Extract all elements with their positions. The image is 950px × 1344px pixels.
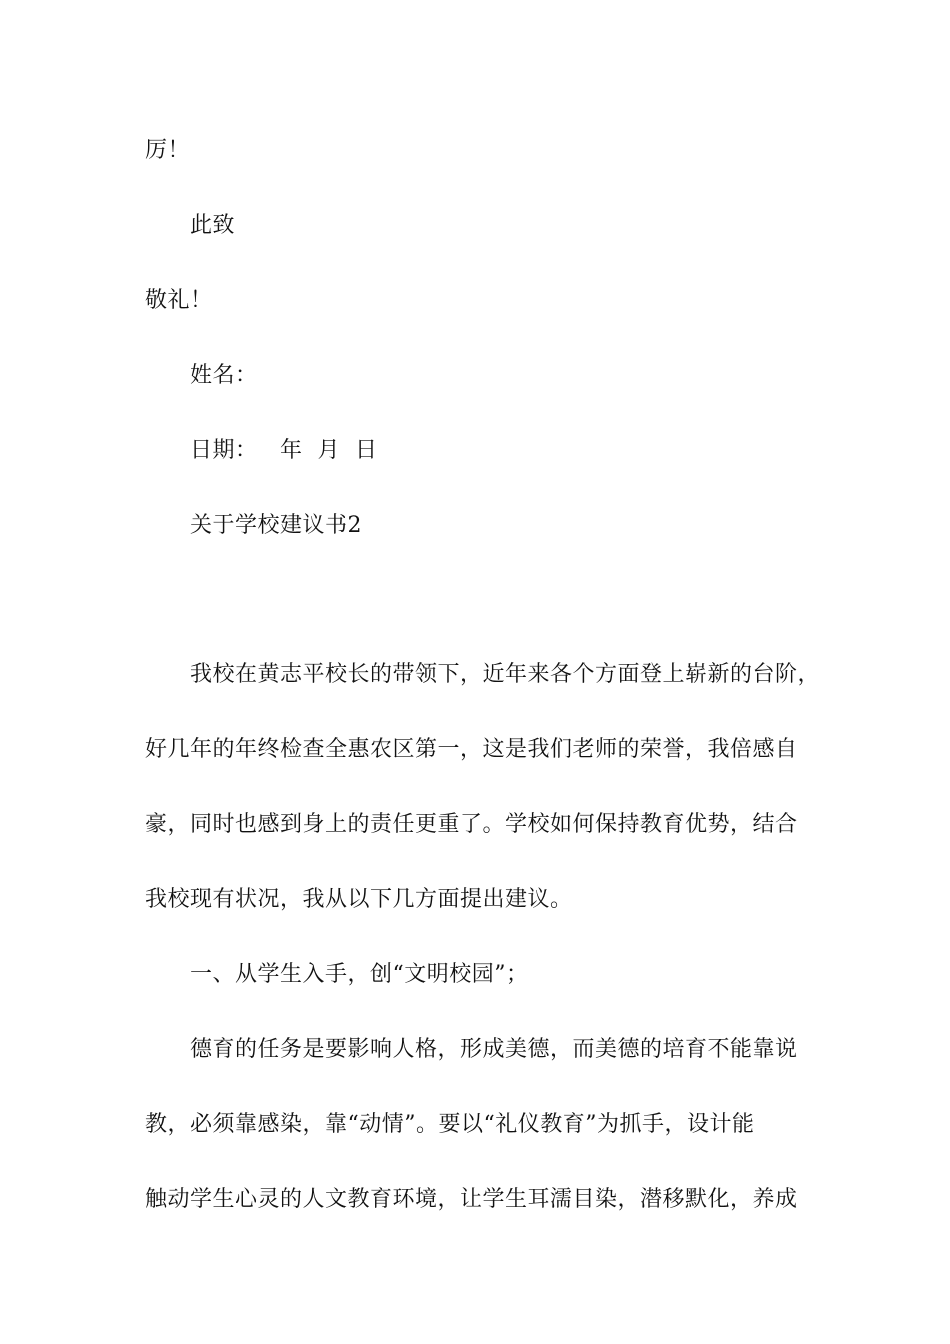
closing-fragment: 厉！	[145, 138, 191, 163]
date-field-label: 日期： 年 月 日	[190, 438, 378, 463]
section-title: 关于学校建议书2	[190, 513, 362, 538]
paragraph-line: 我校现有状况，我从以下几方面提出建议。	[145, 887, 573, 912]
paragraph-line: 德育的任务是要影响人格，形成美德，而美德的培育不能靠说	[190, 1037, 798, 1062]
salutation-cizhi: 此致	[190, 213, 236, 238]
paragraph-line: 豪，同时也感到身上的责任更重了。学校如何保持教育优势，结合	[145, 812, 798, 837]
paragraph-line: 教，必须靠感染，靠“动情”。要以“礼仪教育”为抓手，设计能	[145, 1112, 755, 1137]
name-field-label: 姓名：	[190, 363, 258, 388]
paragraph-line: 触动学生心灵的人文教育环境，让学生耳濡目染，潜移默化，养成	[145, 1187, 798, 1212]
subheading: 一、从学生入手，创“文明校园”；	[190, 962, 529, 987]
paragraph-line: 好几年的年终检查全惠农区第一，这是我们老师的荣誉，我倍感自	[145, 737, 798, 762]
paragraph-line: 我校在黄志平校长的带领下，近年来各个方面登上崭新的台阶，	[190, 662, 821, 687]
salutation-jingli: 敬礼！	[145, 288, 213, 313]
